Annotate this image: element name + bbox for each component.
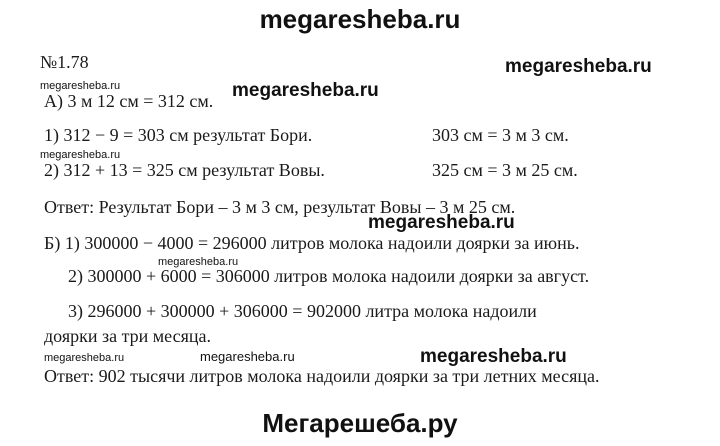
task-number: №1.78 — [40, 52, 89, 72]
watermark-small-5: megaresheba.ru — [200, 349, 295, 364]
part-a-line0: А) 3 м 12 см = 312 см. — [44, 91, 214, 111]
watermark-mid-2: megaresheba.ru — [368, 212, 515, 233]
part-a-step2-conversion: 325 см = 3 м 25 см. — [432, 160, 578, 180]
watermark-mid-1: megaresheba.ru — [232, 80, 379, 101]
watermark-small-2: megaresheba.ru — [40, 149, 121, 161]
watermark-top-right: megaresheba.ru — [505, 56, 652, 77]
part-b-step2: 2) 300000 + 6000 = 306000 литров молока надоили доярки за август. — [68, 266, 590, 286]
part-b-step3-line1: 3) 296000 + 300000 + 306000 = 902000 литра молока надоили — [68, 301, 537, 321]
site-footer: Мегарешеба.ру — [262, 408, 458, 438]
part-a-step1: 1) 312 − 9 = 303 см результат Бори. — [44, 125, 313, 145]
watermark-mid-3: megaresheba.ru — [420, 346, 567, 367]
part-b-step1: Б) 1) 300000 − 4000 = 296000 литров молока надоили доярки за июнь. — [44, 233, 580, 253]
part-b-answer: Ответ: 902 тысячи литров молока надоили доярки за три летних месяца. — [44, 366, 600, 386]
part-a-answer: Ответ: Результат Бори – 3 м 3 см, результат Вовы – 3 м 25 см. — [44, 197, 516, 217]
part-a-step2: 2) 312 + 13 = 325 см результат Вовы. — [44, 160, 325, 180]
watermark-small-1: megaresheba.ru — [40, 80, 121, 92]
part-a-step1-conversion: 303 см = 3 м 3 см. — [432, 125, 569, 145]
watermark-small-4: megaresheba.ru — [44, 352, 125, 364]
part-b-step3-line2: доярки за три месяца. — [44, 326, 212, 346]
site-header: megaresheba.ru — [259, 4, 461, 34]
watermark-small-3: megaresheba.ru — [158, 256, 239, 268]
